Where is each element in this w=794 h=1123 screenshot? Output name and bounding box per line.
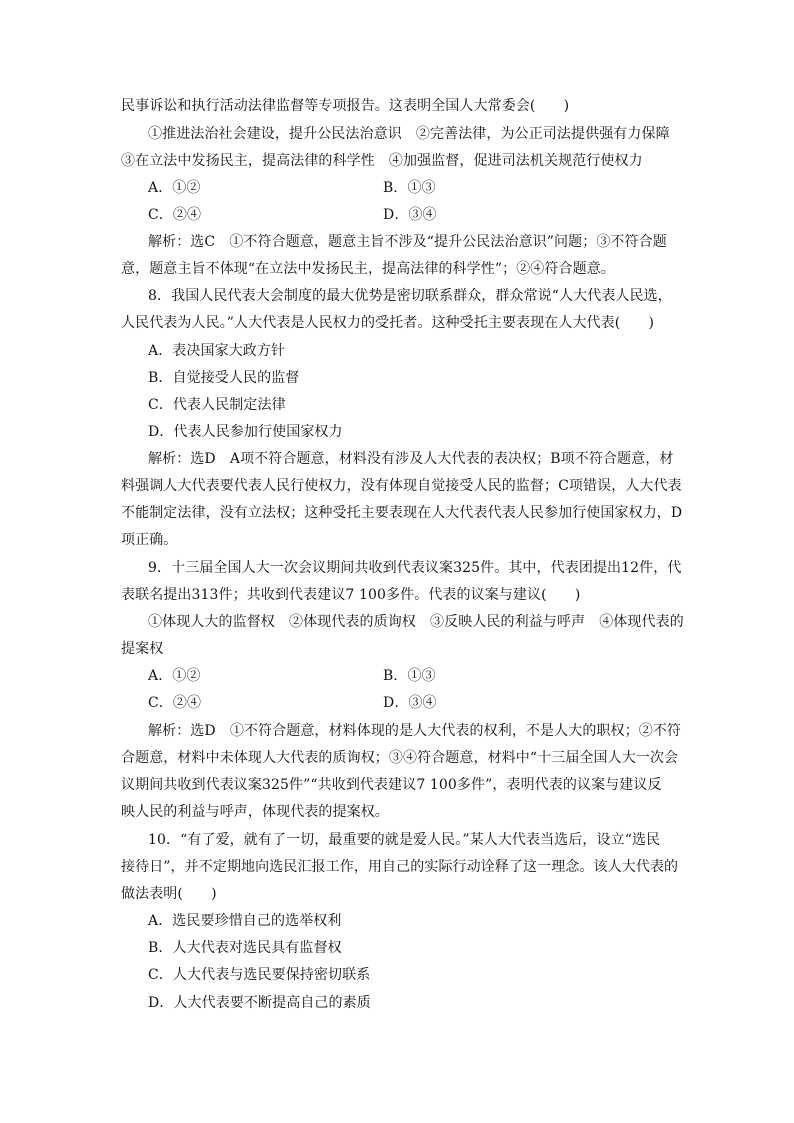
q9-analysis-line-2: 合题意，材料中未体现人大代表的质询权；③④符合题意，材料中“十三届全国人大一次会 xyxy=(121,750,679,766)
q7-option-c: C．②④ xyxy=(148,207,202,223)
q8-analysis-line-4: 项正确。 xyxy=(121,532,178,548)
q8-analysis-line-2: 料强调人大代表要代表人民行使权力，没有体现自觉接受人民的监督；C项错误，人大代表 xyxy=(121,478,682,494)
q7-option-a: A．①② xyxy=(148,180,201,196)
q10-stem-line-3: 做法表明( ) xyxy=(121,886,217,902)
q7-option-b: B．①③ xyxy=(383,180,436,196)
q7-option-d: D．③④ xyxy=(383,207,437,223)
q8-option-b: B．自觉接受人民的监督 xyxy=(148,370,300,386)
q9-items-line-2: 提案权 xyxy=(121,641,164,657)
q9-stem-line-2: 表联名提出313件；共收到代表建议7 100多件。代表的议案与建议( ) xyxy=(121,587,581,603)
q10-option-a: A．选民要珍惜自己的选举权利 xyxy=(148,913,342,929)
q8-stem-line-1: 8．我国人民代表大会制度的最大优势是密切联系群众，群众常说“人大代表人民选， xyxy=(148,288,672,304)
q9-analysis-line-3: 议期间共收到代表议案325件”“共收到代表建议7 100多件”，表明代表的议案与建议反 xyxy=(121,777,662,793)
q9-analysis-line-1: 解析：选D ①不符合题意，材料体现的是人大代表的权利，不是人大的职权；②不符 xyxy=(148,723,682,739)
q9-option-a: A．①② xyxy=(148,668,201,684)
q9-analysis-line-4: 映人民的利益与呼声，体现代表的提案权。 xyxy=(121,804,389,820)
q7-analysis-line-2: 意，题意主旨不体现“在立法中发扬民主，提高法律的科学性”；②④符合题意。 xyxy=(121,261,615,277)
q7-stem: 民事诉讼和执行活动法律监督等专项报告。这表明全国人大常委会( ) xyxy=(121,98,570,114)
q9-items-line-1: ①体现人大的监督权 ②体现代表的质询权 ③反映人民的利益与呼声 ④体现代表的 xyxy=(148,614,684,630)
q9-option-d: D．③④ xyxy=(383,695,437,711)
q8-analysis-line-3: 不能制定法律，没有立法权；这种受托主要表现在人大代表代表人民参加行使国家权力，D xyxy=(121,505,683,521)
q8-option-d: D．代表人民参加行使国家权力 xyxy=(148,424,343,440)
q8-option-a: A．表决国家大政方针 xyxy=(148,343,286,359)
q10-stem-line-1: 10．“有了爱，就有了一切，最重要的就是爱人民。”某人大代表当选后，设立“选民 xyxy=(148,832,661,848)
q10-option-b: B．人大代表对选民具有监督权 xyxy=(148,940,342,956)
q9-option-c: C．②④ xyxy=(148,695,202,711)
q8-stem-line-2: 人民代表为人民。”人大代表是人民权力的受托者。这种受托主要表现在人大代表( ) xyxy=(121,315,655,331)
q9-stem-line-1: 9．十三届全国人大一次会议期间共收到代表议案325件。其中，代表团提出12件，代 xyxy=(148,560,682,576)
q7-items-line-2: ③在立法中发扬民主，提高法律的科学性 ④加强监督，促进司法机关规范行使权力 xyxy=(121,153,643,169)
q8-analysis-line-1: 解析：选D A项不符合题意，材料没有涉及人大代表的表决权；B项不符合题意，材 xyxy=(148,451,674,467)
q10-option-d: D．人大代表要不断提高自己的素质 xyxy=(148,995,371,1011)
q10-stem-line-2: 接待日”，并不定期地向选民汇报工作，用自己的实际行动诠释了这一理念。该人大代表的 xyxy=(121,859,679,875)
q8-option-c: C．代表人民制定法律 xyxy=(148,397,286,413)
q9-option-b: B．①③ xyxy=(383,668,436,684)
q7-items-line-1: ①推进法治社会建设，提升公民法治意识 ②完善法律，为公正司法提供强有力保障 xyxy=(148,126,670,142)
q10-option-c: C．人大代表与选民要保持密切联系 xyxy=(148,967,371,983)
q7-analysis-line-1: 解析：选C ①不符合题意，题意主旨不涉及“提升公民法治意识”问题；③不符合题 xyxy=(148,234,667,250)
